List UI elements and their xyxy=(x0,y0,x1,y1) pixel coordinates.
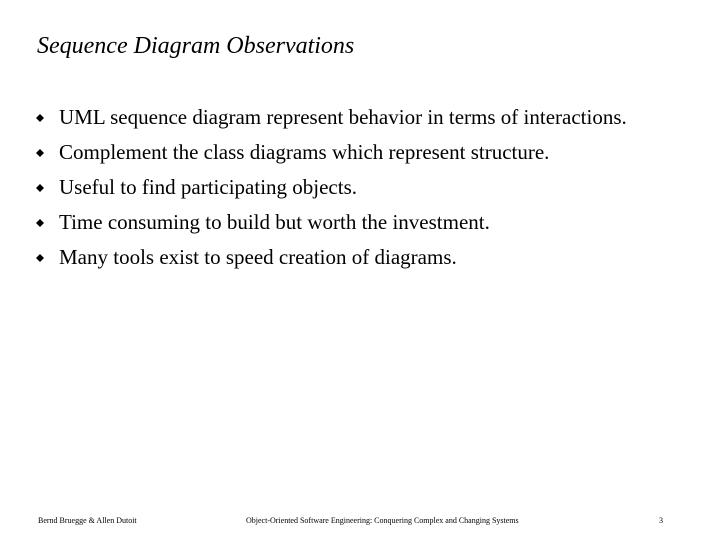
diamond-icon xyxy=(36,114,44,122)
footer-authors: Bernd Bruegge & Allen Dutoit xyxy=(38,516,137,525)
diamond-icon xyxy=(36,254,44,262)
diamond-icon xyxy=(36,219,44,227)
slide-title: Sequence Diagram Observations xyxy=(37,33,355,59)
page-number: 3 xyxy=(659,516,663,525)
bullet-text: Many tools exist to speed creation of diagrams. xyxy=(59,245,457,269)
diamond-icon xyxy=(36,149,44,157)
list-item xyxy=(36,174,696,200)
bullet-list xyxy=(36,104,696,279)
list-item xyxy=(36,209,696,235)
bullet-text: Useful to find participating objects. xyxy=(59,175,358,199)
list-item xyxy=(36,139,696,165)
bullet-text: Time consuming to build but worth the investment. xyxy=(59,210,490,234)
diamond-icon xyxy=(36,184,44,192)
bullet-text: UML sequence diagram represent behavior in terms of interactions. xyxy=(59,105,627,129)
footer-book-title: Object-Oriented Software Engineering: Conquering Complex and Changing Systems xyxy=(246,516,519,525)
list-item xyxy=(36,244,696,270)
bullet-text: Complement the class diagrams which represent structure. xyxy=(59,140,550,164)
list-item xyxy=(36,104,696,130)
